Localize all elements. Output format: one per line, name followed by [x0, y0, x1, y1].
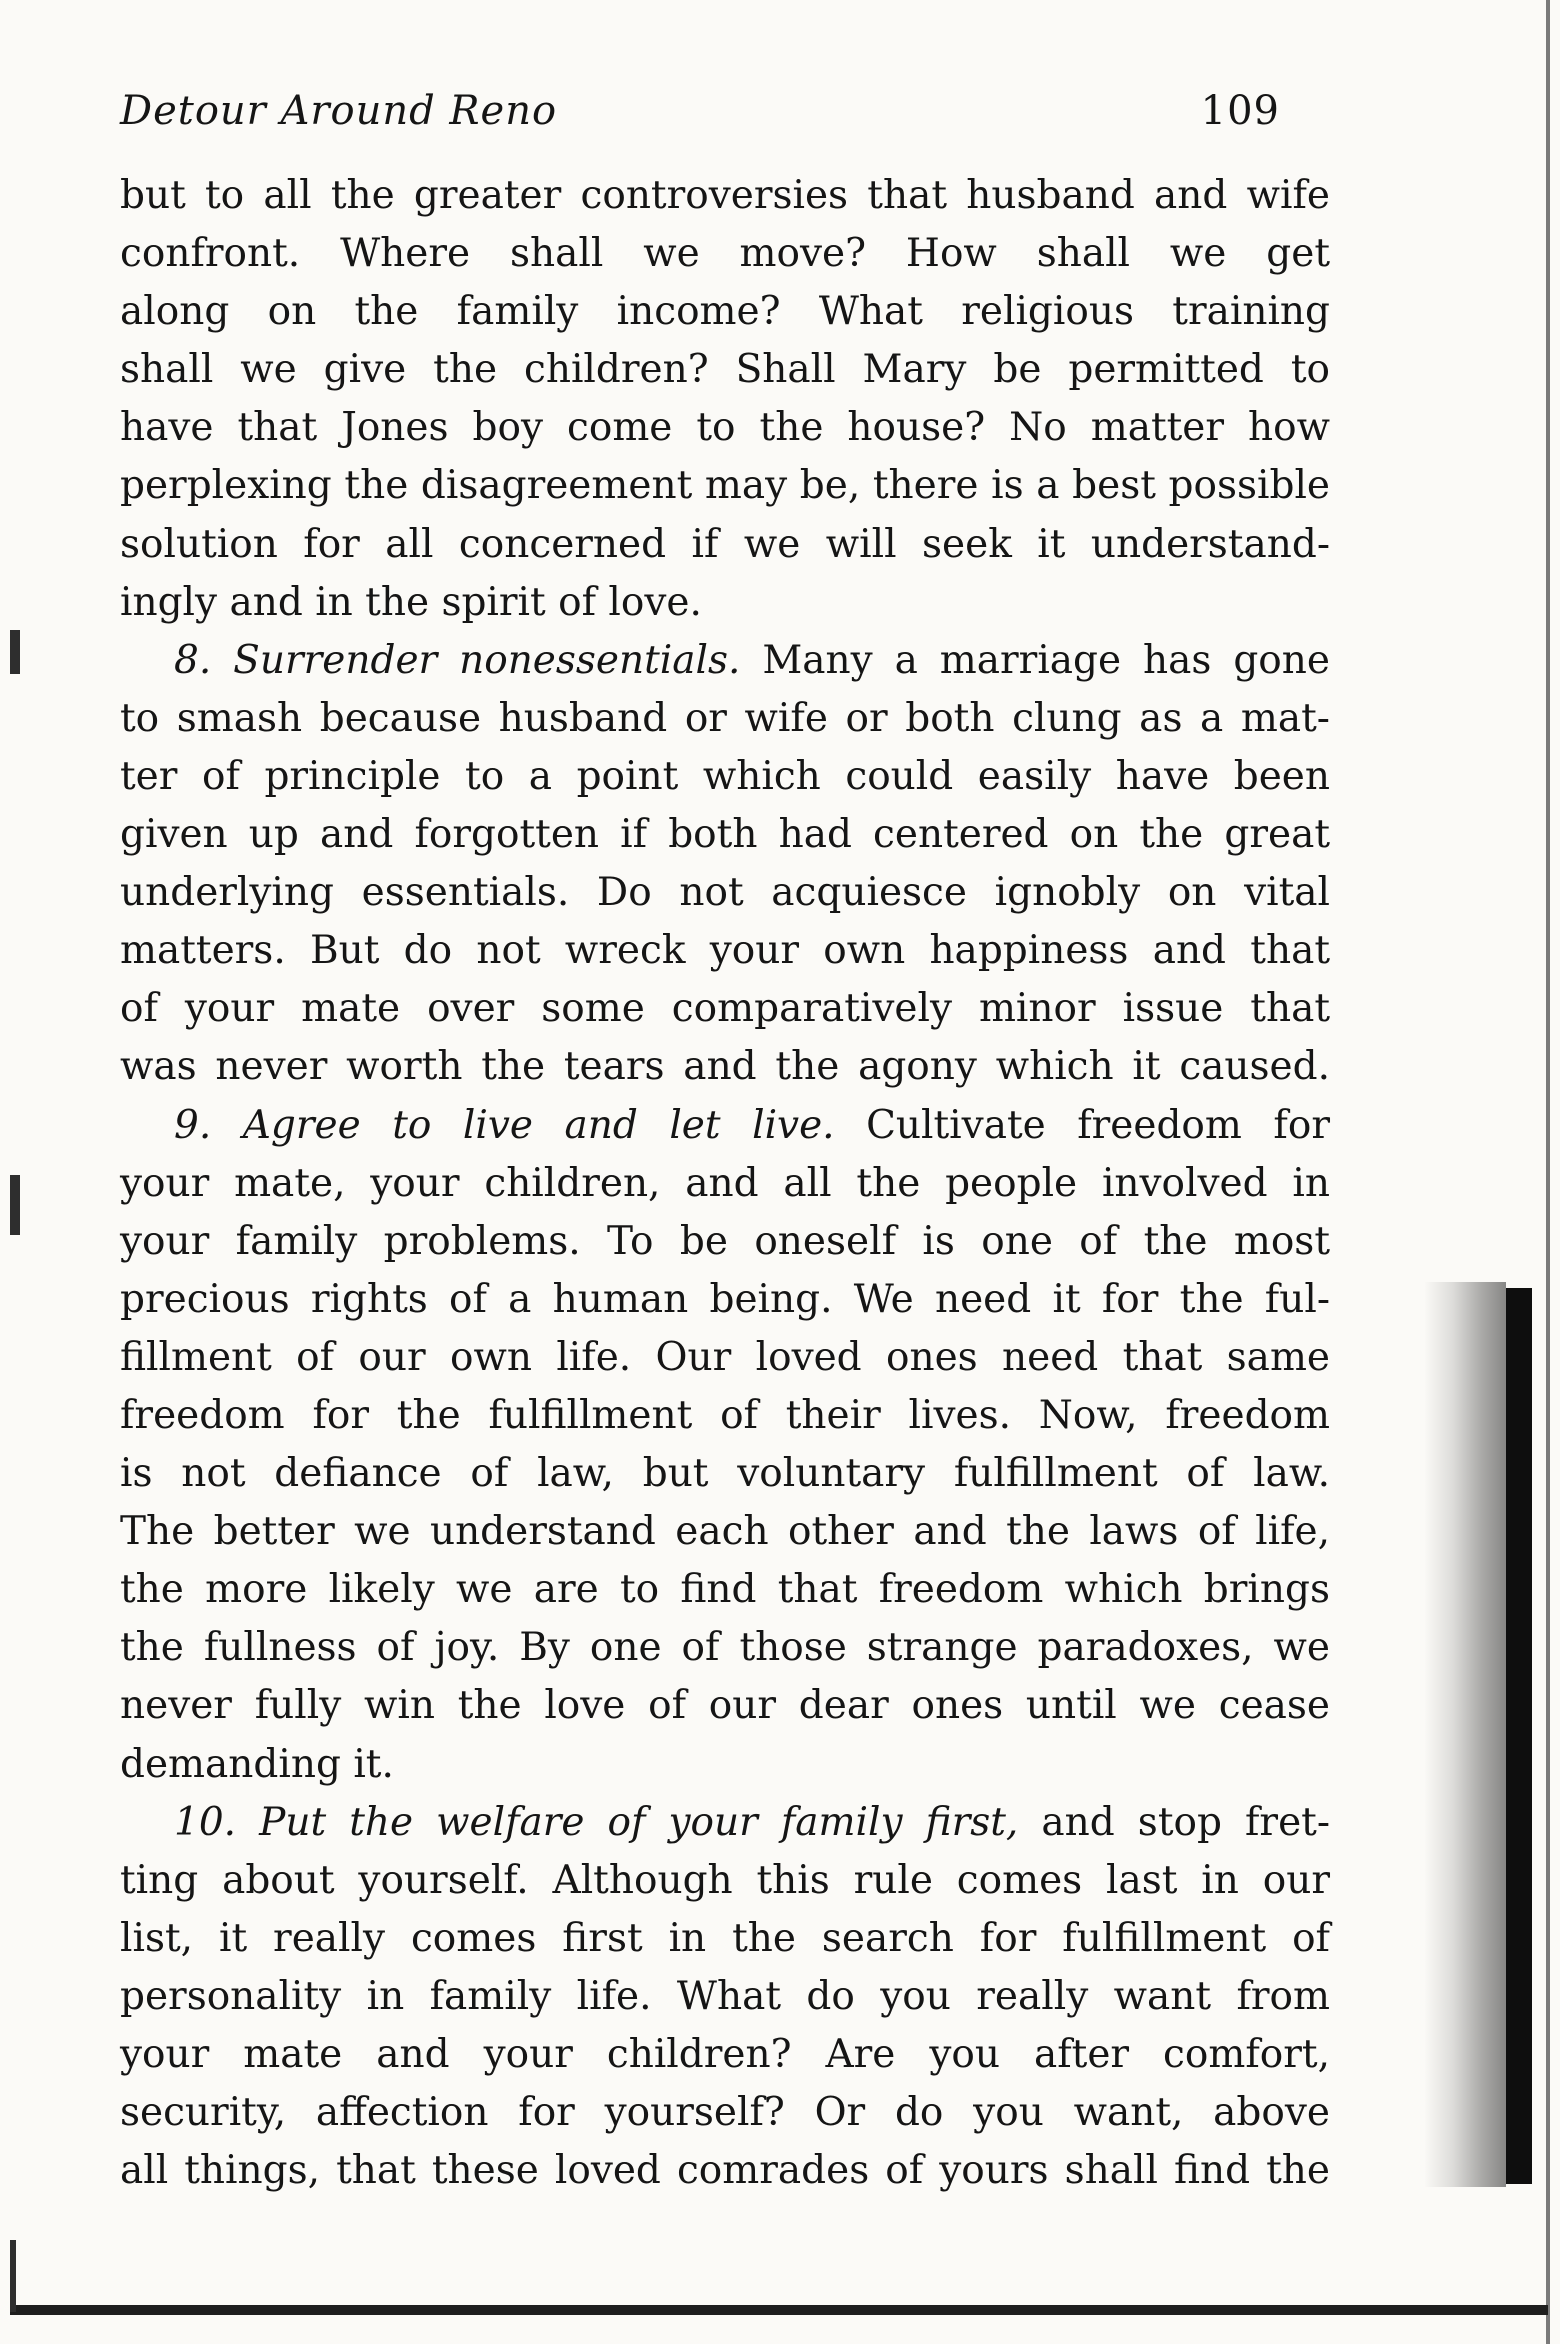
- text-line: but to all the greater controversies that husband and wife: [120, 173, 1330, 218]
- text-line: list, it really comes first in the search for fulfillment of: [120, 1915, 1330, 1961]
- paragraph-8-first-line: [120, 632, 1330, 690]
- text-line: underlying essentials. Do not acquiesce ignobly on vital: [120, 870, 1330, 916]
- text-line: the fullness of joy. By one of those strange paradoxes, we: [120, 1625, 1330, 1671]
- text-line: your mate and your children? Are you after comfort,: [120, 2032, 1330, 2077]
- binding-mark: [10, 2240, 16, 2312]
- running-head: Detour Around Reno: [120, 88, 558, 134]
- page-right-edge: [1546, 0, 1550, 2344]
- text-line: fillment of our own life. Our loved ones need that same: [120, 1334, 1330, 1380]
- item-number: 8.: [174, 637, 212, 683]
- text-line: never fully win the love of our dear ones until we cease: [120, 1683, 1330, 1729]
- text-line: the more likely we are to find that freedom which brings: [120, 1567, 1330, 1613]
- item-number: 9.: [174, 1102, 212, 1148]
- item-title: Put the welfare of your family first,: [259, 1799, 1019, 1845]
- page-number: 109: [1200, 88, 1280, 134]
- item-title: Agree to live and let live.: [242, 1102, 835, 1148]
- text-line: ter of principle to a point which could easily have been: [120, 753, 1330, 799]
- text-line: freedom for the fulfillment of their lives. Now, freedom: [120, 1392, 1330, 1438]
- text-line: have that Jones boy come to the house? No matter how: [120, 405, 1330, 451]
- text-line: along on the family income? What religious training: [120, 289, 1330, 335]
- text-line: all things, that these loved comrades of yours shall find the: [120, 2148, 1330, 2194]
- text-line: your mate, your children, and all the people involved in: [120, 1160, 1330, 1206]
- text-line: is not defiance of law, but voluntary fulfillment of law.: [120, 1451, 1330, 1497]
- text-line: ingly and in the spirit of love.: [120, 579, 702, 625]
- text-line: your family problems. To be oneself is one of the most: [120, 1218, 1330, 1264]
- paragraph-9-first-line: [120, 1097, 1330, 1155]
- text-line: personality in family life. What do you really want from: [120, 1973, 1330, 2019]
- text-line: demanding it.: [120, 1741, 394, 1787]
- scan-dark-edge: [1506, 1288, 1532, 2184]
- text-line: was never worth the tears and the agony which it caused.: [120, 1044, 1330, 1090]
- paragraph-10-first-line: [120, 1794, 1330, 1852]
- text-line: given up and forgotten if both had centered on the great: [120, 812, 1330, 858]
- body-text: [120, 167, 1330, 2200]
- page-bottom-edge: [10, 2305, 1548, 2315]
- item-rest: Many a marriage has gone: [762, 637, 1330, 683]
- text-line: of your mate over some comparatively minor issue that: [120, 986, 1330, 1032]
- text-line: solution for all concerned if we will seek it understand-: [120, 521, 1330, 567]
- text-line: confront. Where shall we move? How shall we get: [120, 231, 1330, 277]
- text-line: to smash because husband or wife or both clung as a mat-: [120, 695, 1330, 741]
- text-line: shall we give the children? Shall Mary be permitted to: [120, 347, 1330, 393]
- item-rest: Cultivate freedom for: [866, 1102, 1330, 1148]
- text-line: security, affection for yourself? Or do you want, above: [120, 2090, 1330, 2136]
- binding-mark: [10, 1175, 20, 1235]
- text-line: matters. But do not wreck your own happiness and that: [120, 928, 1330, 974]
- scan-shadow: [1424, 1282, 1506, 2187]
- page-header: [120, 88, 1280, 148]
- item-title: Surrender nonessentials.: [233, 637, 741, 683]
- item-rest: and stop fret-: [1041, 1799, 1331, 1845]
- text-line: ting about yourself. Although this rule comes last in our: [120, 1857, 1330, 1903]
- text-line: The better we understand each other and the laws of life,: [120, 1509, 1330, 1555]
- item-number: 10.: [174, 1799, 237, 1845]
- text-line: precious rights of a human being. We need it for the ful-: [120, 1276, 1330, 1322]
- binding-mark: [10, 630, 20, 674]
- text-line: perplexing the disagreement may be, there is a best possible: [120, 463, 1330, 509]
